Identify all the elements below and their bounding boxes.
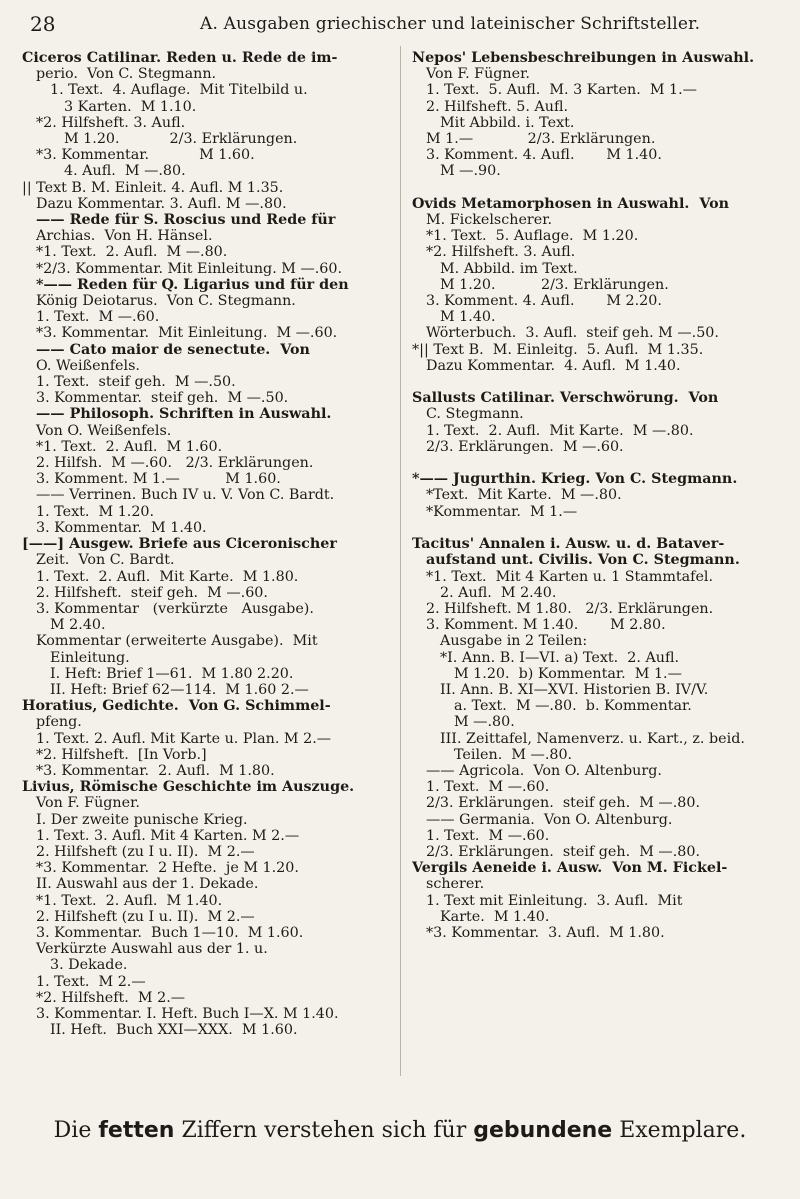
catalog-line	[412, 520, 776, 536]
catalog-line: M —.80.	[454, 714, 515, 731]
catalog-line: Von F. Fügner.	[426, 66, 530, 83]
catalog-line: 1. Text. M —.60.	[426, 827, 550, 844]
catalog-line: *3. Kommentar. 3. Aufl. M 1.80.	[426, 924, 665, 941]
catalog-line: Tacitus' Annalen i. Ausw. u. d. Bataver-	[412, 536, 725, 553]
catalog-line: —— Verrinen. Buch IV u. V. Von C. Bardt.	[36, 487, 335, 504]
catalog-line: Dazu Kommentar. 4. Aufl. M 1.40.	[426, 357, 681, 374]
catalog-line: *1. Text. Mit 4 Karten u. 1 Stammtafel.	[426, 568, 714, 585]
catalog-line: 1. Text. 4. Auflage. Mit Titelbild u.	[50, 82, 308, 99]
catalog-line: Zeit. Von C. Bardt.	[36, 552, 175, 569]
catalog-line: Karte. M 1.40.	[440, 908, 550, 925]
catalog-line: Livius, Römische Geschichte im Auszuge.	[22, 779, 355, 796]
catalog-line: *3. Kommentar. Mit Einleitung. M —.60.	[36, 325, 338, 342]
catalog-line: 1. Text. M —.60.	[426, 779, 550, 796]
catalog-line: Kommentar (erweiterte Ausgabe). Mit	[36, 633, 318, 650]
catalog-line: 2. Hilfsheft. M 1.80. 2/3. Erklärungen.	[426, 600, 714, 617]
catalog-line: *3. Kommentar. 2. Aufl. M 1.80.	[36, 762, 275, 779]
catalog-line: 1. Text. steif geh. M —.50.	[36, 374, 236, 391]
catalog-line: Horatius, Gedichte. Von G. Schimmel-	[22, 698, 331, 715]
catalog-line: Ausgabe in 2 Teilen:	[440, 633, 588, 650]
catalog-line: 1. Text. M —.60.	[36, 309, 160, 326]
catalog-line: *Kommentar. M 1.—	[426, 503, 578, 520]
catalog-line: 2. Hilfsheft. 5. Aufl.	[426, 98, 569, 115]
catalog-line	[412, 455, 776, 471]
catalog-line: König Deiotarus. Von C. Stegmann.	[36, 293, 296, 310]
catalog-line: *2/3. Kommentar. Mit Einleitung. M —.60.	[36, 260, 343, 277]
catalog-line: M. Fickelscherer.	[426, 212, 553, 229]
catalog-line: M 1.20. 2/3. Erklärungen.	[64, 131, 298, 148]
catalog-line: [——] Ausgew. Briefe aus Ciceronischer	[22, 536, 337, 553]
catalog-line: 1. Text. 2. Aufl. Mit Karte. M —.80.	[426, 422, 694, 439]
catalog-line: II. Auswahl aus der 1. Dekade.	[36, 876, 259, 893]
catalog-line: M 1.20. 2/3. Erklärungen.	[440, 276, 669, 293]
catalog-line: *3. Kommentar. 2 Hefte. je M 1.20.	[36, 860, 299, 877]
catalog-line: O. Weißenfels.	[36, 357, 140, 374]
catalog-line: 2. Aufl. M 2.40.	[440, 584, 557, 601]
catalog-line: *2. Hilfsheft. M 2.—	[36, 989, 186, 1006]
catalog-line: Von O. Weißenfels.	[36, 422, 172, 439]
left-column	[22, 50, 392, 1038]
catalog-line: *1. Text. 5. Auflage. M 1.20.	[426, 228, 639, 245]
catalog-line: Nepos' Lebensbeschreibungen in Auswahl.	[412, 50, 755, 66]
catalog-line: *I. Ann. B. I—VI. a) Text. 2. Aufl.	[440, 649, 680, 666]
catalog-line: pfeng.	[36, 714, 82, 731]
page-header	[30, 10, 770, 36]
catalog-line: Ciceros Catilinar. Reden u. Rede de im-	[22, 50, 338, 66]
catalog-line: *2. Hilfsheft. 3. Aufl.	[36, 114, 186, 131]
catalog-line	[412, 180, 776, 196]
column-divider	[400, 46, 401, 1076]
catalog-line: —— Agricola. Von O. Altenburg.	[426, 762, 662, 779]
catalog-line: —— Germania. Von O. Altenburg.	[426, 811, 673, 828]
catalog-line: M —.90.	[440, 163, 501, 180]
catalog-line: *—— Jugurthin. Krieg. Von C. Stegmann.	[412, 471, 738, 488]
catalog-line: *2. Hilfsheft. 3. Aufl.	[426, 244, 576, 261]
catalog-line: C. Stegmann.	[426, 406, 524, 423]
catalog-line: *1. Text. 2. Aufl. M 1.40.	[36, 892, 223, 909]
catalog-line: 1. Text mit Einleitung. 3. Aufl. Mit	[426, 892, 683, 909]
catalog-line: || Text B. M. Einleit. 4. Aufl. M 1.35.	[22, 179, 284, 196]
catalog-line: 3. Komment. M 1.— M 1.60.	[36, 471, 281, 488]
catalog-line: 3. Kommentar (verkürzte Ausgabe).	[36, 600, 314, 617]
catalog-line: 1. Text. M 2.—	[36, 973, 146, 990]
catalog-line: 2. Hilfsheft. steif geh. M —.60.	[36, 584, 268, 601]
catalog-line: *3. Kommentar. M 1.60.	[36, 147, 255, 164]
right-column	[412, 50, 776, 941]
catalog-line: 3. Dekade.	[50, 957, 128, 974]
catalog-line: I. Heft: Brief 1—61. M 1.80 2.20.	[50, 665, 294, 682]
catalog-line: —— Rede für S. Roscius und Rede für	[36, 212, 336, 229]
catalog-line: 2/3. Erklärungen. steif geh. M —.80.	[426, 843, 701, 860]
catalog-line: Sallusts Catilinar. Verschwörung. Von	[412, 390, 719, 407]
catalog-line: *—— Reden für Q. Ligarius und für den	[36, 276, 349, 293]
catalog-line: Dazu Kommentar. 3. Aufl. M —.80.	[36, 195, 287, 212]
catalog-line: M 1.— 2/3. Erklärungen.	[426, 131, 656, 148]
catalog-line: 2. Hilfsheft (zu I u. II). M 2.—	[36, 843, 255, 860]
catalog-line: 3. Kommentar. steif geh. M —.50.	[36, 390, 289, 407]
catalog-line: —— Cato maior de senectute. Von	[36, 341, 310, 358]
catalog-line: M 2.40.	[50, 617, 106, 634]
footer-text-1: Die	[53, 1118, 99, 1143]
catalog-line: 3. Kommentar. I. Heft. Buch I—X. M 1.40.	[36, 1005, 339, 1022]
catalog-line: —— Philosoph. Schriften in Auswahl.	[36, 406, 332, 423]
catalog-line: *1. Text. 2. Aufl. M 1.60.	[36, 438, 223, 455]
catalog-line: 2/3. Erklärungen. M —.60.	[426, 438, 624, 455]
catalog-line: I. Der zweite punische Krieg.	[36, 811, 248, 828]
catalog-line: 3. Komment. 4. Aufl. M 2.20.	[426, 293, 662, 310]
catalog-line: *|| Text B. M. Einleitg. 5. Aufl. M 1.35.	[412, 341, 704, 358]
catalog-line: 1. Text. 3. Aufl. Mit 4 Karten. M 2.—	[36, 827, 300, 844]
catalog-line: M. Abbild. im Text.	[440, 260, 578, 277]
footer-text-2: Ziffern verstehen sich für	[174, 1118, 474, 1143]
catalog-line: a. Text. M —.80. b. Kommentar.	[454, 698, 692, 715]
catalog-line: aufstand unt. Civilis. Von C. Stegmann.	[426, 552, 740, 569]
catalog-line: Ovids Metamorphosen in Auswahl. Von	[412, 195, 730, 212]
catalog-line: II. Heft. Buch XXI—XXX. M 1.60.	[50, 1022, 298, 1039]
catalog-line: 4. Aufl. M —.80.	[64, 163, 186, 180]
catalog-line: M 1.40.	[440, 309, 496, 326]
catalog-line	[412, 374, 776, 390]
catalog-line: II. Ann. B. XI—XVI. Historien B. IV/V.	[440, 681, 709, 698]
catalog-line: 3. Kommentar. Buch 1—10. M 1.60.	[36, 924, 304, 941]
catalog-line: 1. Text. 5. Aufl. M. 3 Karten. M 1.—	[426, 82, 697, 99]
footer-bold-1: fetten	[98, 1118, 175, 1143]
footer-text-3: Exemplare.	[612, 1118, 747, 1143]
catalog-line: perio. Von C. Stegmann.	[36, 66, 217, 83]
catalog-line: Vergils Aeneide i. Ausw. Von M. Fickel-	[412, 860, 728, 877]
running-title: A. Ausgaben griechischer und lateinischer Schriftsteller.	[200, 14, 701, 34]
catalog-line: 3. Komment. M 1.40. M 2.80.	[426, 617, 666, 634]
footer-note	[0, 1118, 800, 1143]
page-number: 28	[30, 12, 56, 36]
catalog-line: 3. Kommentar. M 1.40.	[36, 519, 207, 536]
catalog-line: *2. Hilfsheft. [In Vorb.]	[36, 746, 207, 763]
catalog-line: 1. Text. M 1.20.	[36, 503, 155, 520]
catalog-line: Teilen. M —.80.	[454, 746, 573, 763]
catalog-line: 3 Karten. M 1.10.	[64, 98, 197, 115]
catalog-line: 3. Komment. 4. Aufl. M 1.40.	[426, 147, 662, 164]
catalog-line: *1. Text. 2. Aufl. M —.80.	[36, 244, 228, 261]
catalog-line: 2/3. Erklärungen. steif geh. M —.80.	[426, 795, 701, 812]
catalog-line: Von F. Fügner.	[36, 795, 140, 812]
catalog-line: Wörterbuch. 3. Aufl. steif geh. M —.50.	[426, 325, 719, 342]
catalog-line: 1. Text. 2. Aufl. Mit Karte u. Plan. M 2.—	[36, 730, 332, 747]
catalog-line: Mit Abbild. i. Text.	[440, 114, 575, 131]
catalog-line: M 1.20. b) Kommentar. M 1.—	[454, 665, 682, 682]
catalog-line: 2. Hilfsheft (zu I u. II). M 2.—	[36, 908, 255, 925]
catalog-line: *Text. Mit Karte. M —.80.	[426, 487, 622, 504]
catalog-line: II. Heft: Brief 62—114. M 1.60 2.—	[50, 681, 309, 698]
catalog-line: Archias. Von H. Hänsel.	[36, 228, 213, 245]
catalog-line: III. Zeittafel, Namenverz. u. Kart., z. beid.	[440, 730, 745, 747]
catalog-line: 1. Text. 2. Aufl. Mit Karte. M 1.80.	[36, 568, 299, 585]
catalog-line: Einleitung.	[50, 649, 130, 666]
catalog-line: 2. Hilfsh. M —.60. 2/3. Erklärungen.	[36, 455, 314, 472]
footer-bold-2: gebundene	[473, 1118, 613, 1143]
catalog-line: Verkürzte Auswahl aus der 1. u.	[36, 941, 268, 958]
catalog-line: scherer.	[426, 876, 485, 893]
